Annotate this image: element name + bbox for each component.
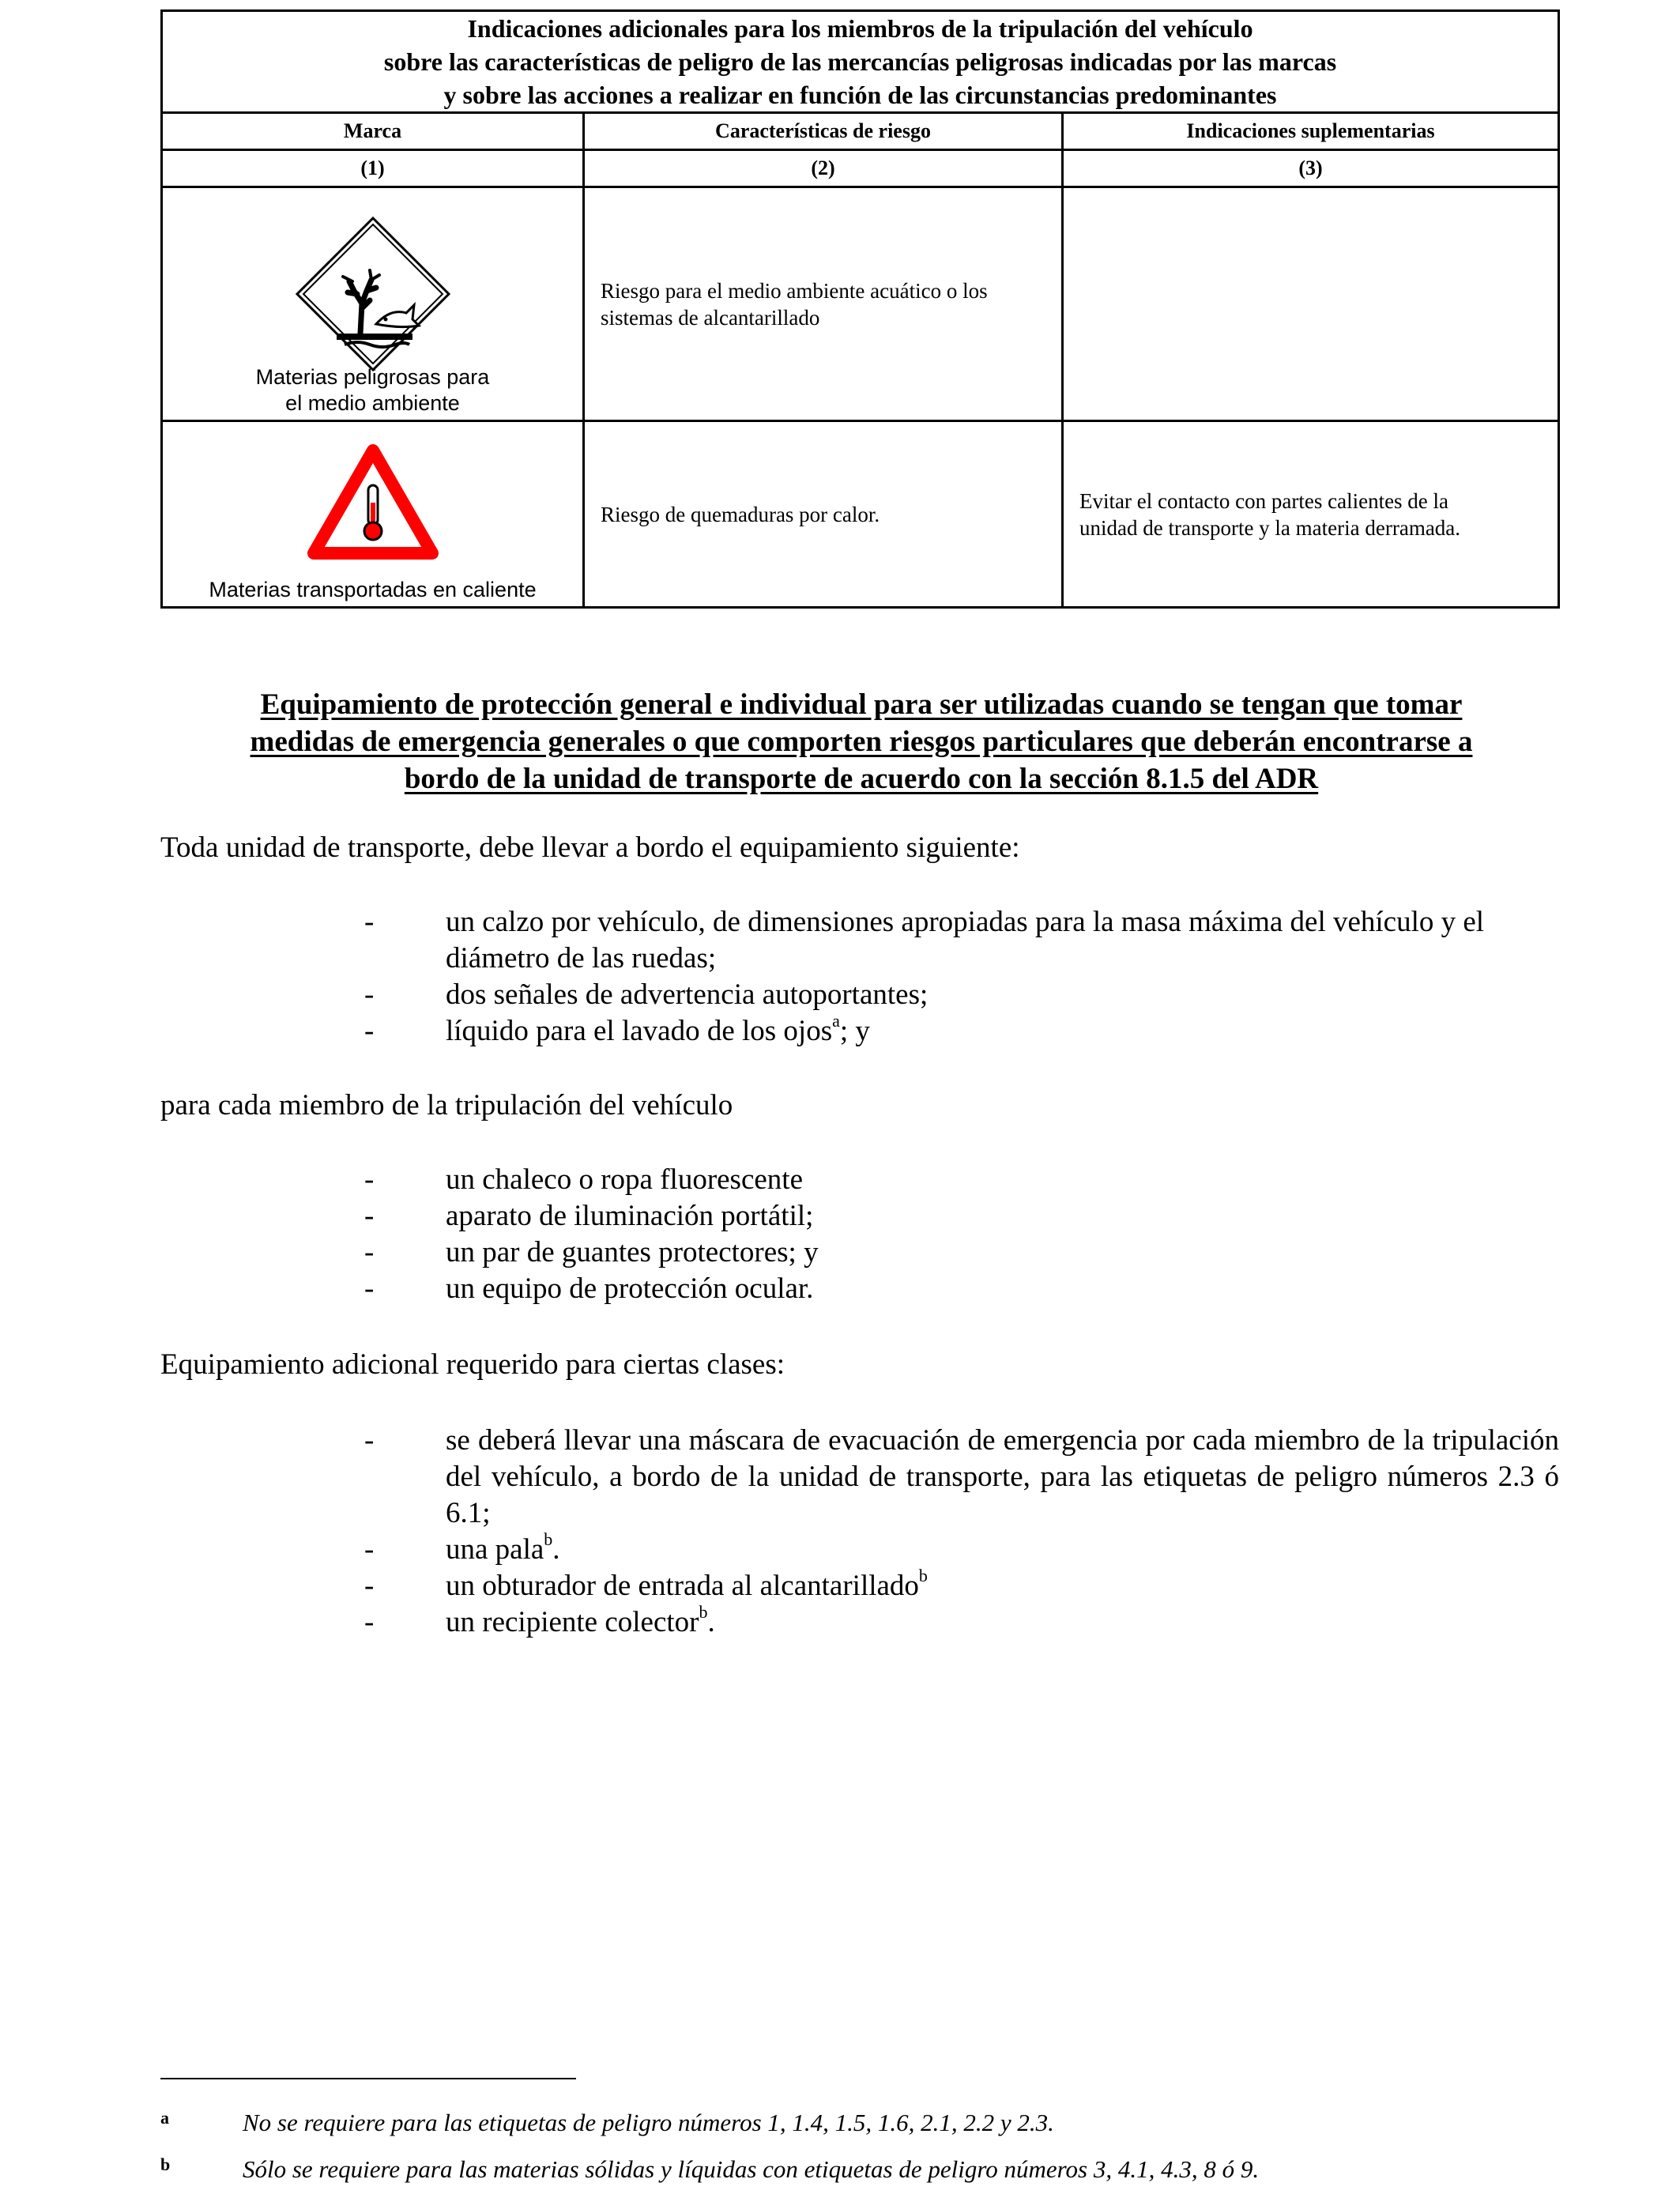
footnote-mark: b <box>160 2154 171 2174</box>
intro-all-units: Toda unidad de transporte, debe llevar a bordo el equipamiento siguiente: <box>160 831 1020 864</box>
list-item-suffix: . <box>552 1533 560 1566</box>
list-item <box>160 1235 1559 1271</box>
list-item <box>160 904 1559 977</box>
footnote-mark: a <box>160 2108 169 2128</box>
section-title-line: Equipamiento de protección general e individual para ser utilizadas cuando se tengan que tomar <box>260 688 1463 721</box>
list-item <box>160 1601 1559 1641</box>
supplementary-line: Evitar el contacto con partes calientes de la <box>1079 488 1449 513</box>
list-dash: - <box>364 1163 375 1196</box>
list-dash: - <box>364 1424 375 1457</box>
table-row <box>162 187 1559 421</box>
column-number-1: (1) <box>162 150 584 187</box>
list-item-text: dos señales de advertencia autoportantes; <box>446 978 929 1011</box>
list-item <box>160 1423 1559 1532</box>
risk-description <box>584 187 1063 421</box>
section-title-line: bordo de la unidad de transporte de acuerdo con la sección 8.1.5 del ADR <box>404 763 1319 795</box>
list-item-suffix: ; y <box>839 1015 870 1047</box>
section-title <box>158 686 1565 797</box>
hazard-table <box>160 9 1560 609</box>
risk-line: Riesgo de quemaduras por calor. <box>601 502 880 526</box>
list-item <box>160 1010 1559 1050</box>
list-dash: - <box>364 1570 375 1602</box>
list-dash: - <box>364 1015 375 1047</box>
table-title <box>162 11 1559 113</box>
supplementary-indications <box>1063 421 1559 608</box>
list-item-text: un chaleco o ropa fluorescente <box>446 1163 804 1196</box>
supplementary-indications <box>1063 187 1559 421</box>
mark-cell <box>162 421 584 608</box>
supplementary-line: unidad de transporte y la materia derramada. <box>1079 515 1461 540</box>
footnote-ref: b <box>699 1601 708 1622</box>
list-item-text: se deberá llevar una máscara de evacuación de emergencia por cada miembro de la tripulación del vehículo, a bordo de la unidad de transporte, para las etiquetas de peligro números 2.3 ó 6.1; <box>446 1424 1559 1529</box>
footnote-divider <box>160 2078 576 2079</box>
list-dash: - <box>364 1533 375 1566</box>
column-header-riesgo: Características de riesgo <box>584 113 1063 150</box>
risk-line: sistemas de alcantarillado <box>601 305 820 330</box>
table-row <box>162 421 1559 608</box>
list-item <box>160 1529 1559 1568</box>
mark-caption-line: Materias peligrosas para <box>255 365 490 389</box>
footnote-ref: b <box>918 1565 928 1585</box>
footnote-text: Sólo se requiere para las materias sólidas y líquidas con etiquetas de peligro números 3, 4.1, 4.3, 8 ó 9. <box>243 2155 1260 2183</box>
list-item <box>160 977 1559 1013</box>
list-dash: - <box>364 1200 375 1232</box>
list-item-text: una pala <box>446 1533 544 1566</box>
list-item-text: un calzo por vehículo, de dimensiones apropiadas para la masa máxima del vehículo y el diámetro de las ruedas; <box>446 906 1485 974</box>
mark-caption-line: Materias transportadas en caliente <box>209 578 537 601</box>
risk-description <box>584 421 1063 608</box>
list-item-text: líquido para el lavado de los ojos <box>446 1015 833 1047</box>
list-item-suffix: . <box>707 1606 715 1638</box>
list-crew <box>160 1162 1559 1307</box>
footnote-text: No se requiere para las etiquetas de peligro números 1, 1.4, 1.5, 1.6, 2.1, 2.2 y 2.3. <box>243 2109 1054 2136</box>
list-dash: - <box>364 906 375 938</box>
environmentally-hazardous-diamond-icon <box>294 215 452 373</box>
column-number-2: (2) <box>584 150 1063 187</box>
table-title-line: y sobre las acciones a realizar en función de las circunstancias predominantes <box>443 81 1277 109</box>
list-additional <box>160 1423 1559 1641</box>
list-item <box>160 1198 1559 1235</box>
mark-caption <box>163 577 582 603</box>
list-item <box>160 1271 1559 1307</box>
mark-caption-line: el medio ambiente <box>285 391 460 415</box>
table-title-line: Indicaciones adicionales para los miembros de la tripulación del vehículo <box>467 14 1253 43</box>
list-dash: - <box>364 1272 375 1305</box>
list-dash: - <box>364 1606 375 1638</box>
footnote-ref: a <box>832 1010 840 1031</box>
list-item-text: aparato de iluminación portátil; <box>446 1200 814 1232</box>
list-item-text: un recipiente colector <box>446 1606 699 1638</box>
section-title-line: medidas de emergencia generales o que comporten riesgos particulares que deberán encontrarse a <box>250 726 1473 758</box>
column-header-marca: Marca <box>162 113 584 150</box>
list-all-units <box>160 904 1559 1050</box>
table-title-line: sobre las características de peligro de las mercancías peligrosas indicadas por las marcas <box>383 47 1337 76</box>
risk-line: Riesgo para el medio ambiente acuático o los <box>601 278 988 303</box>
mark-cell <box>162 187 584 421</box>
mark-caption <box>163 364 582 417</box>
list-item <box>160 1162 1559 1198</box>
list-item <box>160 1565 1559 1604</box>
hot-substance-warning-triangle-icon <box>306 443 440 561</box>
list-item-text: un par de guantes protectores; y <box>446 1236 819 1269</box>
intro-additional: Equipamiento adicional requerido para ciertas clases: <box>160 1348 785 1381</box>
intro-crew: para cada miembro de la tripulación del vehículo <box>160 1089 733 1122</box>
list-item-text: un equipo de protección ocular. <box>446 1272 814 1305</box>
column-number-3: (3) <box>1063 150 1559 187</box>
list-dash: - <box>364 1236 375 1269</box>
list-item-text: un obturador de entrada al alcantarillado <box>446 1570 919 1602</box>
footnote-ref: b <box>544 1529 553 1549</box>
column-header-indicaciones: Indicaciones suplementarias <box>1063 113 1559 150</box>
list-dash: - <box>364 978 375 1011</box>
